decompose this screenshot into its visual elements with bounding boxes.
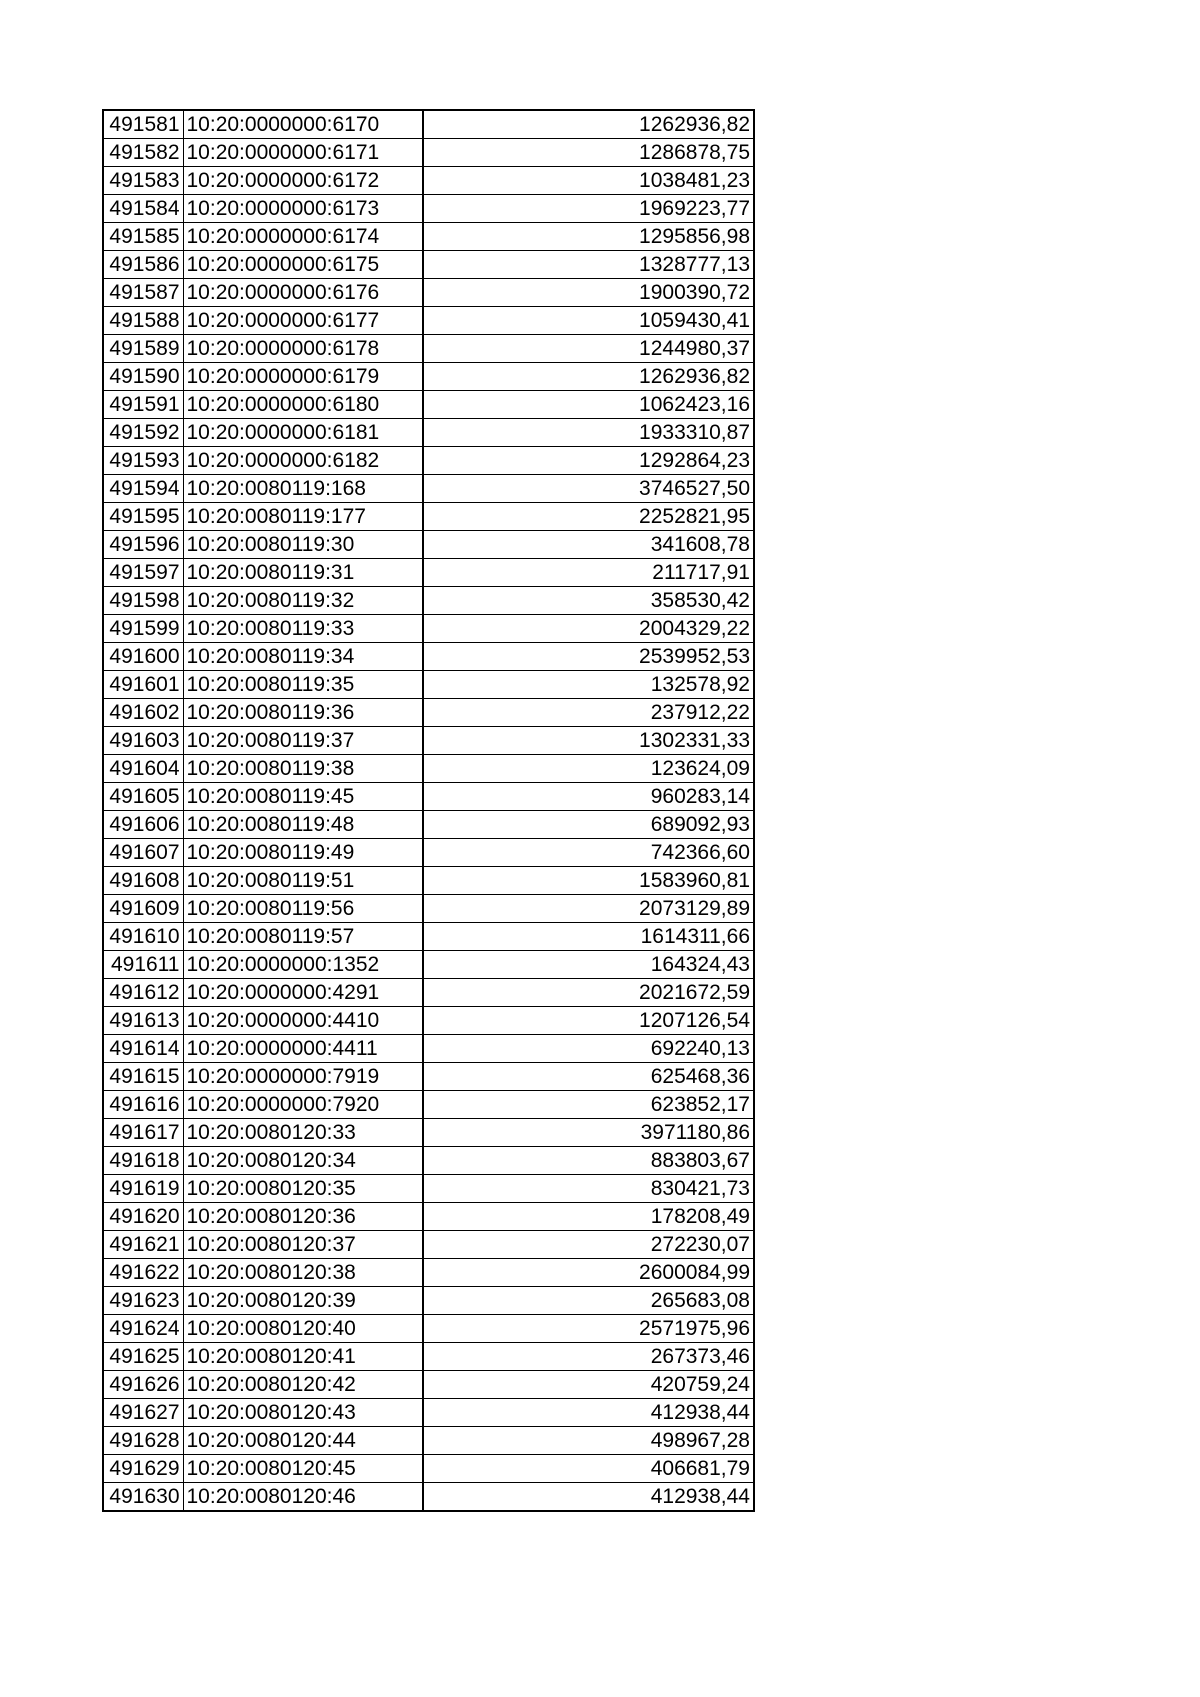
row-id-cell: 491611 bbox=[103, 951, 183, 979]
row-id-cell: 491594 bbox=[103, 475, 183, 503]
table-row bbox=[103, 1455, 754, 1483]
cadastral-number-cell: 10:20:0080119:31 bbox=[183, 559, 423, 587]
value-cell: 123624,09 bbox=[423, 755, 754, 783]
cadastral-number-cell: 10:20:0000000:6170 bbox=[183, 110, 423, 139]
table-row bbox=[103, 699, 754, 727]
table-row bbox=[103, 951, 754, 979]
value-cell: 420759,24 bbox=[423, 1371, 754, 1399]
table-row bbox=[103, 139, 754, 167]
value-cell: 267373,46 bbox=[423, 1343, 754, 1371]
row-id-cell: 491585 bbox=[103, 223, 183, 251]
value-cell: 1614311,66 bbox=[423, 923, 754, 951]
value-cell: 692240,13 bbox=[423, 1035, 754, 1063]
cadastral-number-cell: 10:20:0080119:57 bbox=[183, 923, 423, 951]
cadastral-number-cell: 10:20:0080119:45 bbox=[183, 783, 423, 811]
table-row bbox=[103, 363, 754, 391]
value-cell: 341608,78 bbox=[423, 531, 754, 559]
table-row bbox=[103, 671, 754, 699]
cadastral-number-cell: 10:20:0080119:36 bbox=[183, 699, 423, 727]
value-cell: 237912,22 bbox=[423, 699, 754, 727]
row-id-cell: 491616 bbox=[103, 1091, 183, 1119]
row-id-cell: 491595 bbox=[103, 503, 183, 531]
table-row bbox=[103, 195, 754, 223]
row-id-cell: 491582 bbox=[103, 139, 183, 167]
cadastral-number-cell: 10:20:0000000:7920 bbox=[183, 1091, 423, 1119]
row-id-cell: 491622 bbox=[103, 1259, 183, 1287]
value-cell: 2073129,89 bbox=[423, 895, 754, 923]
value-cell: 1038481,23 bbox=[423, 167, 754, 195]
row-id-cell: 491596 bbox=[103, 531, 183, 559]
row-id-cell: 491618 bbox=[103, 1147, 183, 1175]
cadastral-number-cell: 10:20:0000000:6180 bbox=[183, 391, 423, 419]
table-row bbox=[103, 1427, 754, 1455]
value-cell: 2539952,53 bbox=[423, 643, 754, 671]
row-id-cell: 491597 bbox=[103, 559, 183, 587]
value-cell: 1262936,82 bbox=[423, 110, 754, 139]
row-id-cell: 491599 bbox=[103, 615, 183, 643]
row-id-cell: 491601 bbox=[103, 671, 183, 699]
table-row bbox=[103, 1371, 754, 1399]
row-id-cell: 491600 bbox=[103, 643, 183, 671]
value-cell: 623852,17 bbox=[423, 1091, 754, 1119]
row-id-cell: 491607 bbox=[103, 839, 183, 867]
cadastral-number-cell: 10:20:0080119:48 bbox=[183, 811, 423, 839]
table-row bbox=[103, 755, 754, 783]
row-id-cell: 491625 bbox=[103, 1343, 183, 1371]
value-cell: 2600084,99 bbox=[423, 1259, 754, 1287]
value-cell: 265683,08 bbox=[423, 1287, 754, 1315]
value-cell: 742366,60 bbox=[423, 839, 754, 867]
table-row bbox=[103, 615, 754, 643]
value-cell: 1292864,23 bbox=[423, 447, 754, 475]
cadastral-number-cell: 10:20:0000000:6173 bbox=[183, 195, 423, 223]
table-row bbox=[103, 335, 754, 363]
row-id-cell: 491612 bbox=[103, 979, 183, 1007]
value-cell: 498967,28 bbox=[423, 1427, 754, 1455]
cadastral-number-cell: 10:20:0080120:40 bbox=[183, 1315, 423, 1343]
row-id-cell: 491590 bbox=[103, 363, 183, 391]
value-cell: 2571975,96 bbox=[423, 1315, 754, 1343]
cadastral-number-cell: 10:20:0000000:6175 bbox=[183, 251, 423, 279]
cadastral-number-cell: 10:20:0000000:6178 bbox=[183, 335, 423, 363]
value-cell: 689092,93 bbox=[423, 811, 754, 839]
value-cell: 132578,92 bbox=[423, 671, 754, 699]
row-id-cell: 491587 bbox=[103, 279, 183, 307]
row-id-cell: 491608 bbox=[103, 867, 183, 895]
table-row bbox=[103, 1287, 754, 1315]
data-table bbox=[102, 109, 755, 1512]
cadastral-number-cell: 10:20:0080120:35 bbox=[183, 1175, 423, 1203]
value-cell: 2021672,59 bbox=[423, 979, 754, 1007]
table-row bbox=[103, 867, 754, 895]
value-cell: 2252821,95 bbox=[423, 503, 754, 531]
value-cell: 1207126,54 bbox=[423, 1007, 754, 1035]
row-id-cell: 491626 bbox=[103, 1371, 183, 1399]
cadastral-number-cell: 10:20:0080120:44 bbox=[183, 1427, 423, 1455]
value-cell: 1286878,75 bbox=[423, 139, 754, 167]
table-row bbox=[103, 1091, 754, 1119]
value-cell: 830421,73 bbox=[423, 1175, 754, 1203]
cadastral-number-cell: 10:20:0080119:56 bbox=[183, 895, 423, 923]
row-id-cell: 491615 bbox=[103, 1063, 183, 1091]
table-row bbox=[103, 1231, 754, 1259]
cadastral-number-cell: 10:20:0000000:6176 bbox=[183, 279, 423, 307]
cadastral-number-cell: 10:20:0080120:38 bbox=[183, 1259, 423, 1287]
cadastral-number-cell: 10:20:0000000:6177 bbox=[183, 307, 423, 335]
cadastral-number-cell: 10:20:0000000:6182 bbox=[183, 447, 423, 475]
table-row bbox=[103, 727, 754, 755]
value-cell: 1244980,37 bbox=[423, 335, 754, 363]
cadastral-number-cell: 10:20:0080120:36 bbox=[183, 1203, 423, 1231]
cadastral-number-cell: 10:20:0080119:37 bbox=[183, 727, 423, 755]
cadastral-number-cell: 10:20:0080119:38 bbox=[183, 755, 423, 783]
row-id-cell: 491605 bbox=[103, 783, 183, 811]
cadastral-number-cell: 10:20:0080120:33 bbox=[183, 1119, 423, 1147]
cadastral-number-cell: 10:20:0080120:45 bbox=[183, 1455, 423, 1483]
table-row bbox=[103, 1343, 754, 1371]
row-id-cell: 491588 bbox=[103, 307, 183, 335]
table-row bbox=[103, 1203, 754, 1231]
cadastral-number-cell: 10:20:0000000:7919 bbox=[183, 1063, 423, 1091]
table-row bbox=[103, 1399, 754, 1427]
cadastral-number-cell: 10:20:0080119:30 bbox=[183, 531, 423, 559]
table-row bbox=[103, 167, 754, 195]
row-id-cell: 491592 bbox=[103, 419, 183, 447]
value-cell: 1062423,16 bbox=[423, 391, 754, 419]
table-row bbox=[103, 1483, 754, 1512]
value-cell: 625468,36 bbox=[423, 1063, 754, 1091]
table-row bbox=[103, 1119, 754, 1147]
row-id-cell: 491604 bbox=[103, 755, 183, 783]
cadastral-number-cell: 10:20:0000000:1352 bbox=[183, 951, 423, 979]
table-row bbox=[103, 1315, 754, 1343]
table-row bbox=[103, 1007, 754, 1035]
cadastral-number-cell: 10:20:0000000:6179 bbox=[183, 363, 423, 391]
table-row bbox=[103, 531, 754, 559]
table-row bbox=[103, 391, 754, 419]
row-id-cell: 491614 bbox=[103, 1035, 183, 1063]
cadastral-number-cell: 10:20:0080119:35 bbox=[183, 671, 423, 699]
table-row bbox=[103, 1147, 754, 1175]
table-row bbox=[103, 1259, 754, 1287]
cadastral-number-cell: 10:20:0000000:6171 bbox=[183, 139, 423, 167]
table-row bbox=[103, 251, 754, 279]
cadastral-number-cell: 10:20:0080119:33 bbox=[183, 615, 423, 643]
value-cell: 1302331,33 bbox=[423, 727, 754, 755]
row-id-cell: 491624 bbox=[103, 1315, 183, 1343]
cadastral-number-cell: 10:20:0080119:34 bbox=[183, 643, 423, 671]
value-cell: 358530,42 bbox=[423, 587, 754, 615]
table-row bbox=[103, 223, 754, 251]
row-id-cell: 491620 bbox=[103, 1203, 183, 1231]
value-cell: 2004329,22 bbox=[423, 615, 754, 643]
table-row bbox=[103, 279, 754, 307]
row-id-cell: 491602 bbox=[103, 699, 183, 727]
table-row bbox=[103, 643, 754, 671]
table-row bbox=[103, 811, 754, 839]
value-cell: 1059430,41 bbox=[423, 307, 754, 335]
value-cell: 272230,07 bbox=[423, 1231, 754, 1259]
value-cell: 960283,14 bbox=[423, 783, 754, 811]
value-cell: 412938,44 bbox=[423, 1483, 754, 1512]
row-id-cell: 491603 bbox=[103, 727, 183, 755]
table-row bbox=[103, 895, 754, 923]
table-row bbox=[103, 839, 754, 867]
table-row bbox=[103, 447, 754, 475]
table-row bbox=[103, 503, 754, 531]
row-id-cell: 491623 bbox=[103, 1287, 183, 1315]
row-id-cell: 491628 bbox=[103, 1427, 183, 1455]
table-row bbox=[103, 419, 754, 447]
table-row bbox=[103, 587, 754, 615]
value-cell: 1328777,13 bbox=[423, 251, 754, 279]
row-id-cell: 491630 bbox=[103, 1483, 183, 1512]
cadastral-number-cell: 10:20:0000000:6181 bbox=[183, 419, 423, 447]
cadastral-number-cell: 10:20:0080120:43 bbox=[183, 1399, 423, 1427]
cadastral-number-cell: 10:20:0000000:6174 bbox=[183, 223, 423, 251]
table-row bbox=[103, 923, 754, 951]
table-row bbox=[103, 475, 754, 503]
table-row bbox=[103, 559, 754, 587]
row-id-cell: 491610 bbox=[103, 923, 183, 951]
value-cell: 1295856,98 bbox=[423, 223, 754, 251]
cadastral-number-cell: 10:20:0080119:32 bbox=[183, 587, 423, 615]
table-row bbox=[103, 1175, 754, 1203]
cadastral-number-cell: 10:20:0080119:51 bbox=[183, 867, 423, 895]
table-row bbox=[103, 110, 754, 139]
cadastral-number-cell: 10:20:0000000:4411 bbox=[183, 1035, 423, 1063]
value-cell: 1900390,72 bbox=[423, 279, 754, 307]
value-cell: 883803,67 bbox=[423, 1147, 754, 1175]
row-id-cell: 491629 bbox=[103, 1455, 183, 1483]
row-id-cell: 491591 bbox=[103, 391, 183, 419]
value-cell: 3746527,50 bbox=[423, 475, 754, 503]
row-id-cell: 491627 bbox=[103, 1399, 183, 1427]
row-id-cell: 491609 bbox=[103, 895, 183, 923]
cadastral-number-cell: 10:20:0080119:177 bbox=[183, 503, 423, 531]
value-cell: 3971180,86 bbox=[423, 1119, 754, 1147]
row-id-cell: 491581 bbox=[103, 110, 183, 139]
cadastral-number-cell: 10:20:0080120:34 bbox=[183, 1147, 423, 1175]
table-row bbox=[103, 307, 754, 335]
table-row bbox=[103, 979, 754, 1007]
table-row bbox=[103, 1035, 754, 1063]
row-id-cell: 491584 bbox=[103, 195, 183, 223]
table-row bbox=[103, 1063, 754, 1091]
value-cell: 211717,91 bbox=[423, 559, 754, 587]
row-id-cell: 491621 bbox=[103, 1231, 183, 1259]
cadastral-number-cell: 10:20:0000000:4410 bbox=[183, 1007, 423, 1035]
row-id-cell: 491583 bbox=[103, 167, 183, 195]
cadastral-number-cell: 10:20:0080120:41 bbox=[183, 1343, 423, 1371]
row-id-cell: 491613 bbox=[103, 1007, 183, 1035]
row-id-cell: 491586 bbox=[103, 251, 183, 279]
cadastral-number-cell: 10:20:0080120:42 bbox=[183, 1371, 423, 1399]
row-id-cell: 491598 bbox=[103, 587, 183, 615]
row-id-cell: 491619 bbox=[103, 1175, 183, 1203]
cadastral-number-cell: 10:20:0080120:37 bbox=[183, 1231, 423, 1259]
value-cell: 412938,44 bbox=[423, 1399, 754, 1427]
cadastral-number-cell: 10:20:0000000:4291 bbox=[183, 979, 423, 1007]
cadastral-number-cell: 10:20:0080119:168 bbox=[183, 475, 423, 503]
row-id-cell: 491617 bbox=[103, 1119, 183, 1147]
table-body bbox=[103, 110, 754, 1511]
row-id-cell: 491589 bbox=[103, 335, 183, 363]
value-cell: 1583960,81 bbox=[423, 867, 754, 895]
value-cell: 1969223,77 bbox=[423, 195, 754, 223]
table-row bbox=[103, 783, 754, 811]
row-id-cell: 491593 bbox=[103, 447, 183, 475]
cadastral-number-cell: 10:20:0080120:46 bbox=[183, 1483, 423, 1512]
cadastral-number-cell: 10:20:0080119:49 bbox=[183, 839, 423, 867]
value-cell: 178208,49 bbox=[423, 1203, 754, 1231]
value-cell: 406681,79 bbox=[423, 1455, 754, 1483]
row-id-cell: 491606 bbox=[103, 811, 183, 839]
cadastral-number-cell: 10:20:0000000:6172 bbox=[183, 167, 423, 195]
cadastral-number-cell: 10:20:0080120:39 bbox=[183, 1287, 423, 1315]
value-cell: 164324,43 bbox=[423, 951, 754, 979]
value-cell: 1933310,87 bbox=[423, 419, 754, 447]
value-cell: 1262936,82 bbox=[423, 363, 754, 391]
